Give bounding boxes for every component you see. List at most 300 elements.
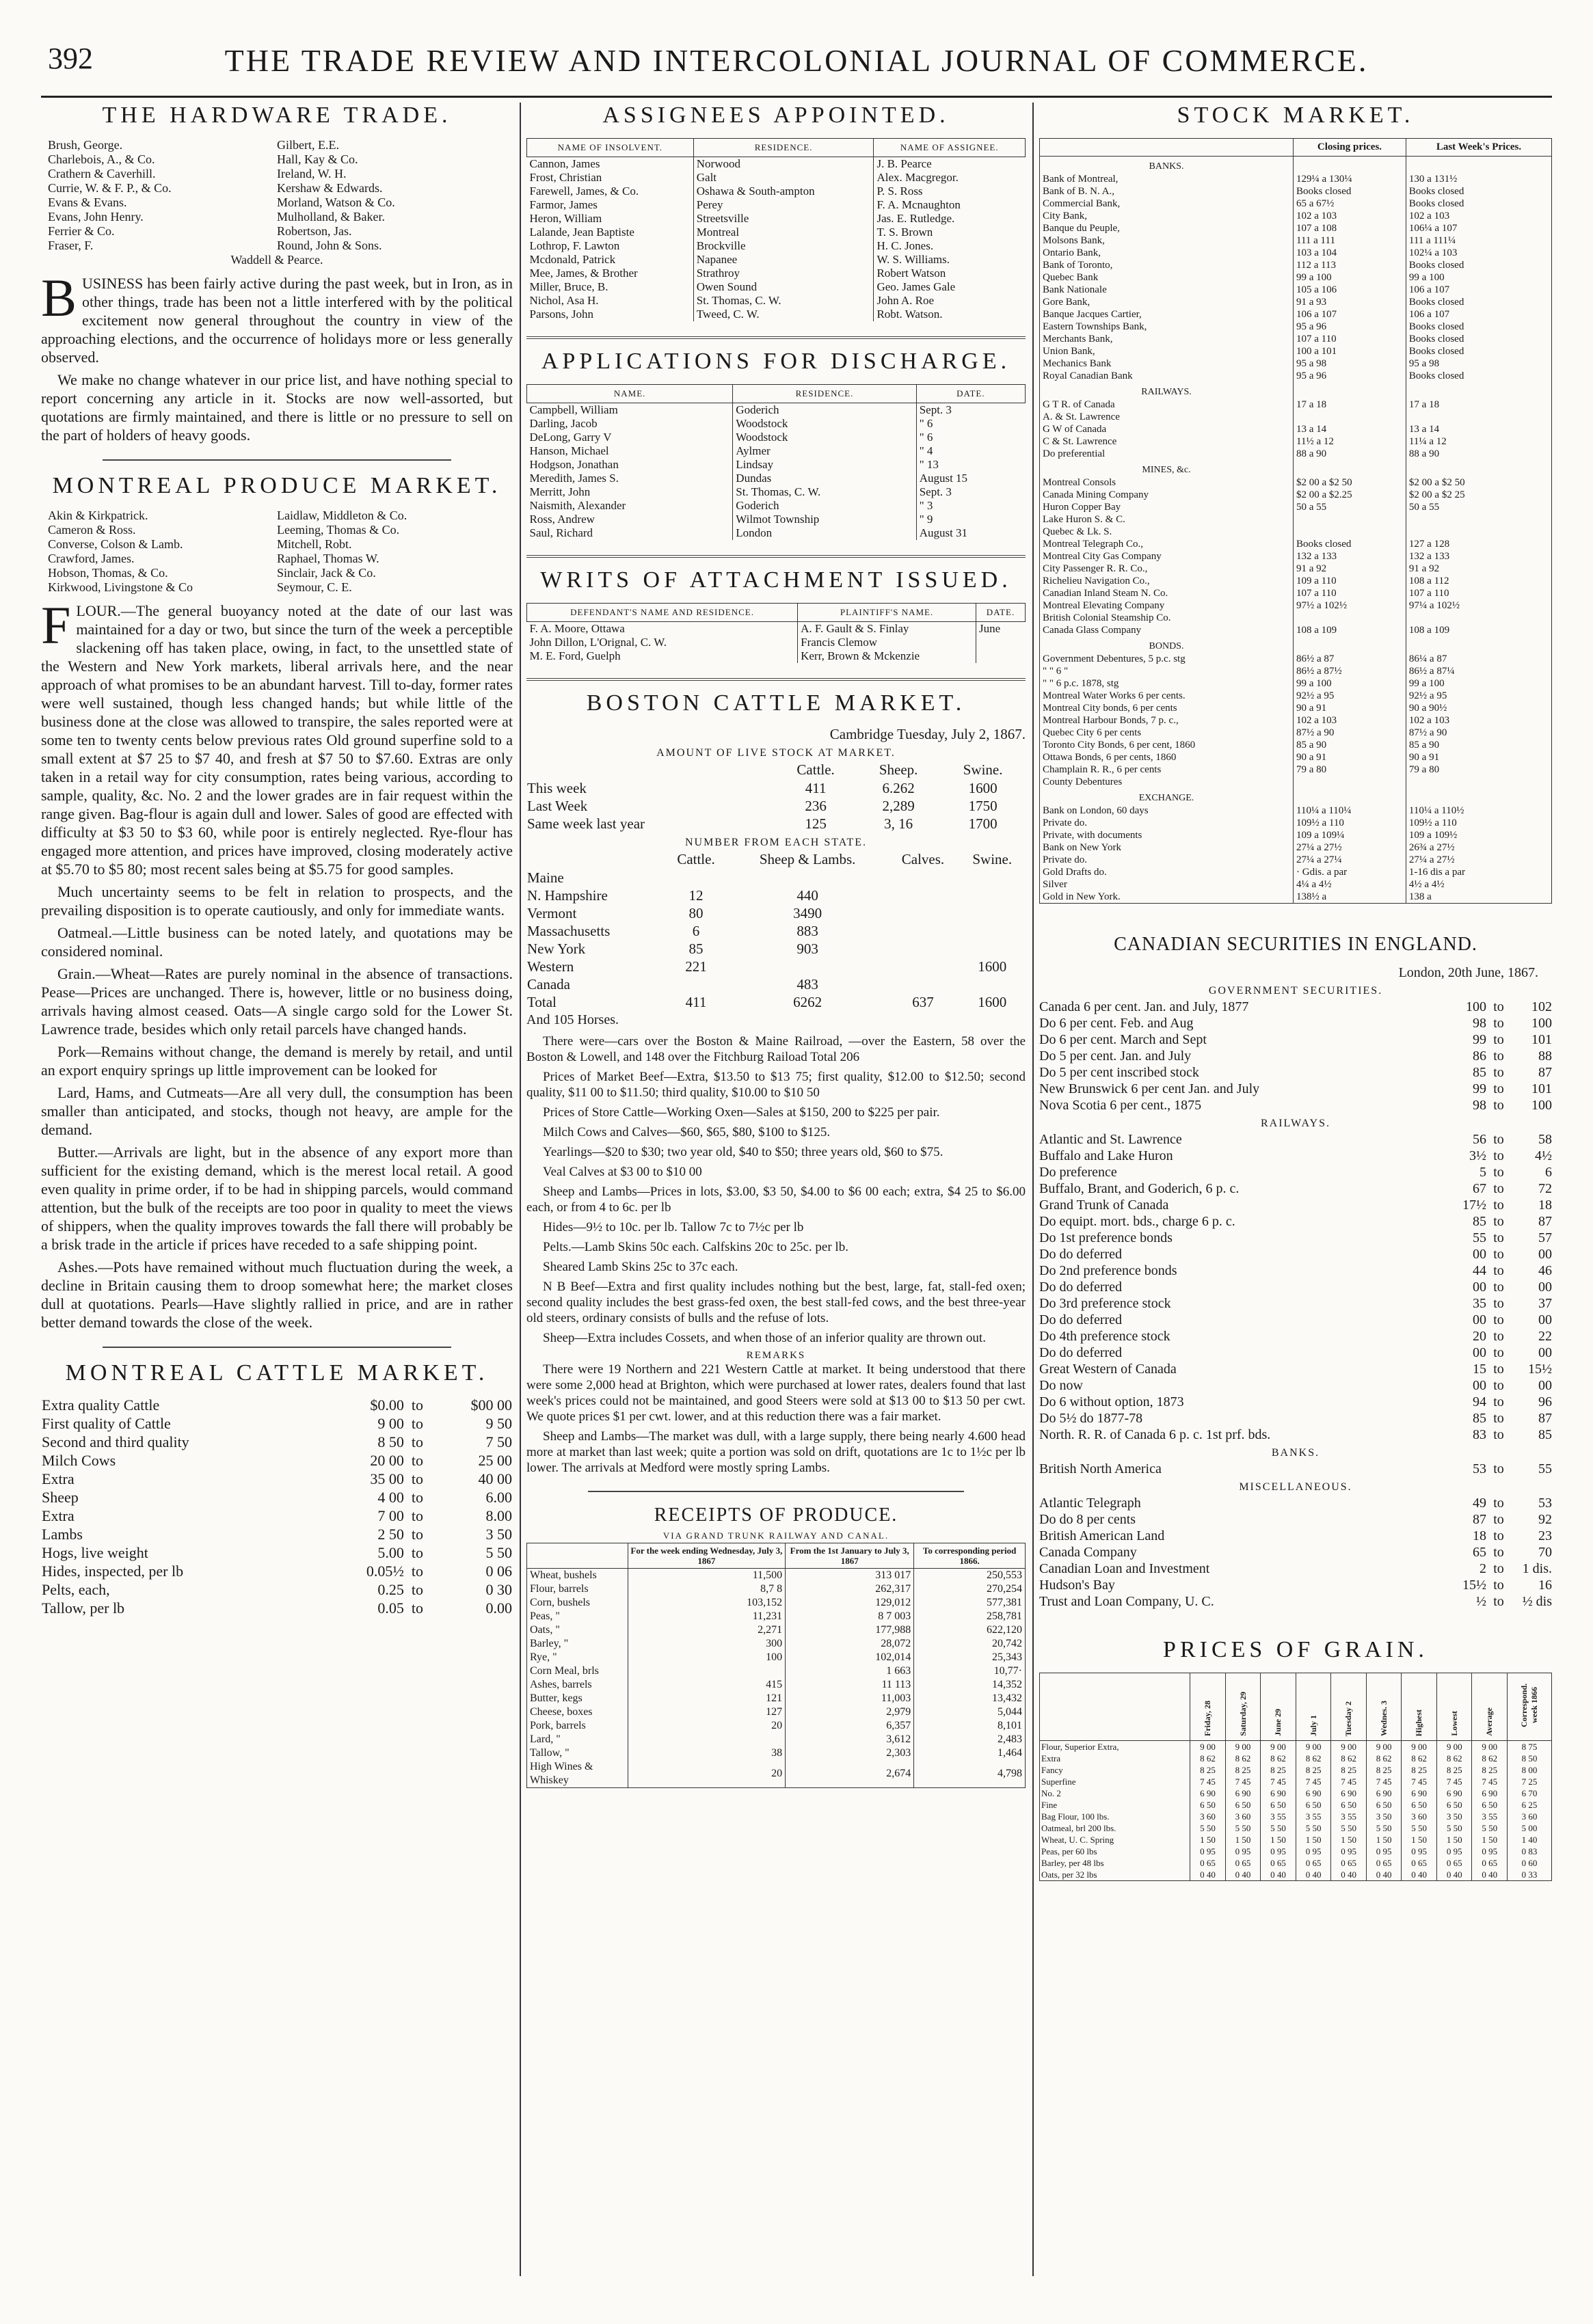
table-row	[1040, 624, 1552, 636]
table-cell: 1 50	[1472, 1834, 1508, 1846]
table-cell: 6 90	[1436, 1787, 1472, 1799]
table-row	[1040, 1741, 1552, 1753]
table-cell: 129,012	[786, 1596, 914, 1610]
table-row	[1040, 891, 1552, 904]
table-cell: 99 a 100	[1406, 271, 1551, 284]
table-cell: " 3	[919, 499, 933, 512]
table-cell: 102 a 103	[1294, 210, 1406, 222]
table-cell: Barley, per 48 lbs	[1040, 1857, 1190, 1869]
column-header-text: Saturday, 29	[1237, 1692, 1248, 1736]
table-row	[1040, 665, 1552, 677]
table-cell: 9 00	[1261, 1741, 1296, 1753]
price-low-cell: 17½	[1462, 1198, 1486, 1213]
table-cell: 17 a 18	[1406, 398, 1551, 411]
table-cell: 138 a	[1406, 891, 1551, 904]
table-cell: Ottawa Bonds, 6 per cents, 1860	[1040, 751, 1294, 764]
security-name: New Brunswick 6 per cent Jan. and July	[1039, 1081, 1260, 1096]
misc-securities-table	[1039, 1495, 1552, 1610]
table-row	[1040, 702, 1552, 714]
group-label: BONDS.	[1040, 636, 1294, 653]
table-cell: 86½ a 87	[1294, 653, 1406, 665]
table-cell: Montreal Consols	[1040, 476, 1294, 489]
table-cell: 111 a 111	[1294, 234, 1406, 247]
price-low-cell: 2 50	[377, 1526, 404, 1543]
table-cell: 236	[805, 798, 827, 814]
price-high-cell: 96	[1538, 1394, 1552, 1409]
table-cell: 0 65	[1331, 1857, 1367, 1869]
to-cell: to	[1493, 1198, 1504, 1213]
table-cell	[959, 940, 1026, 958]
table-cell: 50 a 55	[1294, 501, 1406, 513]
table-cell: Perey	[693, 198, 874, 212]
section-divider	[526, 336, 1026, 339]
to-cell: to	[411, 1396, 423, 1414]
table-cell: 20	[628, 1760, 786, 1788]
column-header: Swine.	[972, 851, 1013, 867]
to-cell: to	[1493, 1496, 1504, 1511]
table-cell: Government Debentures, 5 p.c. stg	[1040, 653, 1294, 665]
table-row	[1040, 612, 1552, 624]
table-cell: 1 40	[1507, 1834, 1551, 1846]
table-cell: 90 a 91	[1294, 751, 1406, 764]
table-cell: 0 40	[1296, 1869, 1331, 1881]
table-row	[1039, 1064, 1552, 1081]
table-cell: 9 00	[1190, 1741, 1226, 1753]
table-cell: St. Thomas, C. W.	[733, 485, 916, 499]
price-high-cell: 9 50	[485, 1415, 512, 1432]
table-cell: 0 95	[1225, 1846, 1261, 1857]
table-cell: " 6	[919, 417, 933, 430]
table-row	[527, 1569, 1026, 1583]
column-header	[526, 850, 664, 869]
table-cell: Campbell, William	[527, 403, 733, 418]
to-cell: to	[1493, 1312, 1504, 1327]
table-cell: Maine	[527, 869, 564, 886]
table-row	[1040, 714, 1552, 727]
table-row	[526, 887, 1026, 904]
assignees-table	[526, 138, 1026, 321]
table-header-row	[1040, 139, 1552, 157]
table-row	[527, 239, 1026, 253]
security-name: British American Land	[1039, 1528, 1165, 1543]
table-cell	[664, 975, 728, 993]
boston-paragraph: Sheep and Lambs—The market was dull, with a large supply, there being nearly 4.600 head more at market than last week; quite a portion was sold on drift, quotations are 1c to 1½c per lb lower. The arrivals at Medford were mostly spring Lambs.	[526, 1429, 1026, 1475]
table-cell: Brockville	[693, 239, 874, 253]
security-name: Canada 6 per cent. Jan. and July, 1877	[1039, 999, 1249, 1014]
firm-name: Crawford, James.	[48, 552, 135, 565]
table-cell: 90 a 91	[1406, 751, 1551, 764]
firm-name: Fraser, F.	[48, 239, 94, 252]
table-cell: Books closed	[1406, 333, 1551, 345]
table-cell: 6 50	[1261, 1799, 1296, 1811]
table-cell: 110¼ a 110½	[1406, 805, 1551, 817]
discharge-table	[526, 384, 1026, 540]
firm-name: Ireland, W. H.	[277, 167, 347, 180]
table-cell: 5 50	[1261, 1822, 1296, 1834]
table-cell: 7 45	[1402, 1776, 1437, 1787]
price-low-cell: 2	[1480, 1561, 1486, 1576]
firm-name: Kirkwood, Livingstone & Co	[48, 580, 193, 594]
price-low-cell: 85	[1473, 1214, 1486, 1229]
table-cell: 0 65	[1436, 1857, 1472, 1869]
table-row	[1040, 345, 1552, 357]
table-cell	[728, 958, 887, 975]
table-cell: Corn, bushels	[527, 1596, 628, 1610]
table-row	[1040, 259, 1552, 271]
table-cell: Goderich	[733, 499, 916, 513]
table-cell: 110¼ a 110¼	[1294, 805, 1406, 817]
table-cell: Union Bank,	[1040, 345, 1294, 357]
table-cell: 65 a 67½	[1294, 198, 1406, 210]
price-high-cell: 1 dis.	[1522, 1561, 1552, 1576]
table-cell: Ontario Bank,	[1040, 247, 1294, 259]
table-cell: 91 a 92	[1294, 563, 1406, 575]
price-low-cell: 100	[1466, 999, 1486, 1014]
price-high-cell: 7 50	[485, 1433, 512, 1450]
table-cell: M. E. Ford, Guelph	[527, 649, 798, 663]
firm-name: Mitchell, Robt.	[277, 537, 352, 551]
boston-paragraph: There were—cars over the Boston & Maine Railroad, —over the Eastern, 58 over the Boston & Lowell, and 148 over the Fitchburg Raiload Total 206	[526, 1034, 1026, 1064]
table-cell: " " 6 p.c. 1878, stg	[1040, 677, 1294, 690]
table-cell: " 4	[919, 444, 933, 457]
table-cell: Oats, "	[527, 1623, 628, 1637]
table-row	[526, 797, 1026, 815]
table-cell: F. A. Moore, Ottawa	[527, 622, 798, 636]
table-cell: 1 50	[1225, 1834, 1261, 1846]
price-high-cell: 70	[1538, 1545, 1552, 1560]
table-cell: 25,343	[914, 1651, 1026, 1664]
table-cell: 0 40	[1402, 1869, 1437, 1881]
table-cell: Sept. 3	[919, 485, 952, 498]
price-high-cell: 0.00	[485, 1599, 512, 1617]
table-cell: 262,317	[786, 1582, 914, 1596]
column-header-text: Correspond. week 1866	[1518, 1683, 1539, 1728]
price-high-cell: 87	[1538, 1214, 1552, 1229]
column-header-text: Tuesday 2	[1343, 1701, 1354, 1736]
price-low-cell: 7 00	[377, 1507, 404, 1524]
table-cell: 0 40	[1225, 1869, 1261, 1881]
to-cell: to	[1493, 1427, 1504, 1442]
table-row	[41, 1470, 513, 1488]
table-row	[1040, 284, 1552, 296]
table-cell: 90 a 91	[1294, 702, 1406, 714]
table-cell: 8 62	[1190, 1753, 1226, 1764]
table-cell: 6,357	[786, 1719, 914, 1733]
table-row	[526, 779, 1026, 797]
table-cell: 108 a 109	[1406, 624, 1551, 636]
to-cell: to	[1493, 1049, 1504, 1064]
table-cell: 103 a 104	[1294, 247, 1406, 259]
table-cell: 0 65	[1366, 1857, 1402, 1869]
price-low-cell: 0.05	[377, 1599, 404, 1617]
table-cell: 0 40	[1472, 1869, 1508, 1881]
table-cell: 1600	[978, 994, 1007, 1010]
table-row	[1040, 423, 1552, 435]
price-low-cell: 55	[1473, 1230, 1486, 1245]
table-cell: 483	[796, 976, 818, 992]
item-cell: Milch Cows	[42, 1452, 116, 1469]
boston-paragraph: Prices of Store Cattle—Working Oxen—Sales at $150, 200 to $225 per pair.	[543, 1105, 940, 1120]
table-cell: 0 40	[1190, 1869, 1226, 1881]
table-cell: 28,072	[786, 1637, 914, 1651]
column-header: From the 1st January to July 3, 1867	[786, 1543, 914, 1569]
to-cell: to	[1493, 1098, 1504, 1113]
table-cell: 7 45	[1296, 1776, 1331, 1787]
column-header	[1040, 1673, 1190, 1741]
table-cell: 3 55	[1472, 1811, 1508, 1822]
group-row	[1040, 788, 1552, 805]
produce-paragraph: Lard, Hams, and Cutmeats—Are all very dull, the consumption has been smaller than anticipated, and stocks, though not heavy, are ample for the demand.	[41, 1084, 513, 1138]
table-cell: Robert Watson	[876, 267, 946, 280]
table-row	[527, 253, 1026, 267]
table-row	[527, 526, 1026, 540]
price-high-cell: $00 00	[470, 1396, 512, 1414]
table-cell: 5,044	[914, 1705, 1026, 1719]
firm-name: Gilbert, E.E.	[277, 138, 339, 152]
column-header-text: Friday, 28	[1202, 1700, 1212, 1736]
section-heading: STOCK MARKET.	[1177, 103, 1415, 128]
security-name: Do 5 per cent. Jan. and July	[1039, 1049, 1192, 1064]
price-low-cell: 83	[1473, 1427, 1486, 1442]
table-cell: Aylmer	[733, 444, 916, 458]
table-cell: 0 65	[1190, 1857, 1226, 1869]
page-header	[41, 27, 1552, 98]
table-cell: Last Week	[527, 798, 588, 814]
to-cell: to	[1493, 1016, 1504, 1031]
price-low-cell: 5	[1480, 1165, 1486, 1180]
group-spacer	[1406, 157, 1551, 174]
price-low-cell: 4 00	[377, 1489, 404, 1506]
table-subheading: VIA GRAND TRUNK RAILWAY AND CANAL.	[662, 1530, 889, 1541]
table-cell: Vermont	[527, 905, 577, 921]
table-row	[527, 458, 1026, 472]
table-cell: 8 25	[1436, 1764, 1472, 1776]
table-row	[1039, 1544, 1552, 1560]
table-cell: 0 95	[1296, 1846, 1331, 1857]
price-low-cell: 00	[1473, 1345, 1486, 1360]
table-cell: 0 83	[1507, 1846, 1551, 1857]
column-rule	[1032, 103, 1034, 2276]
table-cell: Saul, Richard	[527, 526, 733, 540]
table-cell: 88 a 90	[1406, 448, 1551, 460]
table-row	[1039, 1279, 1552, 1295]
table-cell: 10,77·	[914, 1664, 1026, 1678]
table-cell: 8 25	[1366, 1764, 1402, 1776]
to-cell: to	[1493, 1594, 1504, 1609]
table-cell: J. B. Pearce	[876, 157, 932, 170]
table-cell: Peas, per 60 lbs	[1040, 1846, 1190, 1857]
table-cell: 622,120	[914, 1623, 1026, 1637]
table-row	[1039, 1511, 1552, 1528]
table-cell: 177,988	[786, 1623, 914, 1637]
table-row	[527, 171, 1026, 185]
boston-paragraph: Yearlings—$20 to $30; two year old, $40 to $50; three years old, $60 to $75.	[543, 1145, 943, 1159]
table-cell: 20	[628, 1719, 786, 1733]
table-subheading: RAILWAYS.	[1260, 1118, 1330, 1129]
table-cell: City Passenger R. R. Co.,	[1040, 563, 1294, 575]
table-cell: 11½ a 12	[1294, 435, 1406, 448]
table-cell: · Gdis. a par	[1294, 866, 1406, 878]
table-cell: Superfine	[1040, 1776, 1190, 1787]
table-cell: Extra	[1040, 1753, 1190, 1764]
table-row	[1040, 866, 1552, 878]
table-cell: 0 40	[1436, 1869, 1472, 1881]
column-header-text: Average	[1484, 1707, 1495, 1736]
to-cell: to	[1493, 1461, 1504, 1476]
group-spacer	[1294, 460, 1406, 476]
table-cell: 85 a 90	[1294, 739, 1406, 751]
table-cell: 87½ a 90	[1406, 727, 1551, 739]
table-cell: 8 62	[1261, 1753, 1296, 1764]
table-cell: 17 a 18	[1294, 398, 1406, 411]
table-cell: Bag Flour, 100 lbs.	[1040, 1811, 1190, 1822]
table-cell: 13,432	[914, 1692, 1026, 1705]
table-row	[526, 940, 1026, 958]
table-cell: Canadian Inland Steam N. Co.	[1040, 587, 1294, 599]
item-cell: Second and third quality	[42, 1433, 189, 1450]
table-row	[1040, 829, 1552, 841]
table-cell	[887, 940, 959, 958]
table-cell: Quebec City 6 per cents	[1040, 727, 1294, 739]
table-cell: 99 a 100	[1294, 677, 1406, 690]
produce-paragraph: Oatmeal.—Little business can be noted lately, and quotations may be considered nominal.	[41, 924, 513, 960]
price-low-cell: 18	[1473, 1528, 1486, 1543]
table-cell: 2,674	[786, 1760, 914, 1788]
table-cell: 102¼ a 103	[1406, 247, 1551, 259]
price-low-cell: 00	[1473, 1312, 1486, 1327]
table-row	[527, 485, 1026, 499]
column-header: To corresponding period 1866.	[914, 1543, 1026, 1569]
price-high-cell: 100	[1531, 1098, 1552, 1113]
to-cell: to	[1493, 1230, 1504, 1245]
group-spacer	[1406, 460, 1551, 476]
table-cell: 5 50	[1436, 1822, 1472, 1834]
security-name: Do 5 per cent inscribed stock	[1039, 1065, 1199, 1080]
column-header: Cattle.	[796, 761, 835, 778]
table-row	[527, 1664, 1026, 1678]
canadian-securities-section	[1039, 934, 1552, 1610]
live-stock-table	[526, 761, 1026, 833]
table-cell: St. Thomas, C. W.	[693, 294, 874, 308]
table-header-row	[526, 850, 1026, 869]
table-cell: 6 90	[1402, 1787, 1437, 1799]
table-cell: Jas. E. Rutledge.	[876, 212, 955, 225]
table-cell: John A. Roe	[876, 294, 935, 307]
table-cell: 1 50	[1366, 1834, 1402, 1846]
table-cell: County Debentures	[1040, 776, 1294, 788]
price-low-cell: 94	[1473, 1394, 1486, 1409]
table-cell: 138½ a	[1294, 891, 1406, 904]
table-cell	[1406, 776, 1551, 788]
column-header: Calves.	[901, 851, 945, 867]
table-cell: 92½ a 95	[1406, 690, 1551, 702]
table-cell: Hodgson, Jonathan	[527, 458, 733, 472]
table-cell: 9 00	[1472, 1741, 1508, 1753]
table-cell: Ashes, barrels	[527, 1678, 628, 1692]
to-cell: to	[1493, 1296, 1504, 1311]
table-cell: Wheat, bushels	[527, 1569, 628, 1583]
table-cell: 88 a 90	[1294, 448, 1406, 460]
table-cell: 8 25	[1402, 1764, 1437, 1776]
dateline: Cambridge Tuesday, July 2, 1867.	[829, 726, 1026, 742]
table-row	[1040, 1811, 1552, 1822]
price-low-cell: 65	[1473, 1545, 1486, 1560]
table-cell: 0 95	[1331, 1846, 1367, 1857]
table-cell: Oatmeal, brl 200 lbs.	[1040, 1822, 1190, 1834]
firm-name: Morland, Watson & Co.	[277, 195, 395, 209]
boston-paragraph: Sheared Lamb Skins 25c to 37c each.	[543, 1260, 738, 1274]
table-cell: 6 90	[1331, 1787, 1367, 1799]
column-header: DATE.	[976, 604, 1026, 622]
table-cell: August 15	[919, 472, 968, 485]
price-high-cell: 00	[1538, 1345, 1552, 1360]
column-right	[1039, 103, 1552, 2290]
table-cell: Corn Meal, brls	[527, 1664, 628, 1678]
table-row	[1040, 599, 1552, 612]
table-cell: 2,271	[628, 1623, 786, 1637]
table-row	[41, 1488, 513, 1506]
firm-name: Charlebois, A., & Co.	[48, 152, 155, 166]
group-spacer	[1406, 788, 1551, 805]
table-cell: $2 00 a $2 25	[1406, 489, 1551, 501]
table-cell: 3 50	[1366, 1811, 1402, 1822]
security-name: Nova Scotia 6 per cent., 1875	[1039, 1098, 1202, 1113]
price-high-cell: 55	[1538, 1461, 1552, 1476]
table-cell: Sept. 3	[919, 403, 952, 416]
table-cell: 109 a 110	[1294, 575, 1406, 587]
table-row	[1039, 1197, 1552, 1213]
to-cell: to	[1493, 1032, 1504, 1047]
table-cell: High Wines & Whiskey	[527, 1760, 628, 1788]
table-cell: 9 00	[1366, 1741, 1402, 1753]
to-cell: to	[411, 1433, 423, 1450]
table-cell: 86½ a 87½	[1294, 665, 1406, 677]
table-cell: 6 90	[1190, 1787, 1226, 1799]
table-row	[1040, 435, 1552, 448]
table-cell: 4¼ a 4½	[1294, 878, 1406, 891]
table-cell: 1 50	[1402, 1834, 1437, 1846]
table-cell: Books closed	[1406, 198, 1551, 210]
table-cell: 8 50	[1507, 1753, 1551, 1764]
hardware-paragraph: We make no change whatever in our price list, and have nothing special to report concerning any article in it. Stocks are now well-assorted, but quotations are firmly maintained, and there is little or no pressure to sell on the part of holders of heavy goods.	[41, 371, 513, 444]
table-cell: Bank of Montreal,	[1040, 173, 1294, 185]
table-cell: 8 25	[1472, 1764, 1508, 1776]
table-cell: 9 00	[1331, 1741, 1367, 1753]
table-cell: Butter, kegs	[527, 1692, 628, 1705]
table-cell: 85	[688, 941, 704, 957]
table-cell: 13 a 14	[1406, 423, 1551, 435]
to-cell: to	[1493, 1329, 1504, 1344]
table-cell: Robt. Watson.	[876, 308, 943, 321]
group-spacer	[1294, 157, 1406, 174]
price-high-cell: 87	[1538, 1065, 1552, 1080]
price-high-cell: 8.00	[485, 1507, 512, 1524]
column-header: Sheep & Lambs.	[759, 851, 856, 867]
table-cell: 6 90	[1225, 1787, 1261, 1799]
table-row	[527, 1719, 1026, 1733]
table-cell: 5 50	[1225, 1822, 1261, 1834]
table-cell: Books closed	[1406, 296, 1551, 308]
table-cell	[887, 904, 959, 922]
table-cell: 0 40	[1331, 1869, 1367, 1881]
column-header	[527, 1543, 628, 1569]
table-cell: 0 95	[1190, 1846, 1226, 1857]
table-cell: 91 a 93	[1294, 296, 1406, 308]
table-cell	[1406, 411, 1551, 423]
table-cell	[1294, 526, 1406, 538]
table-cell: Canada Mining Company	[1040, 489, 1294, 501]
table-cell: Do preferential	[1040, 448, 1294, 460]
